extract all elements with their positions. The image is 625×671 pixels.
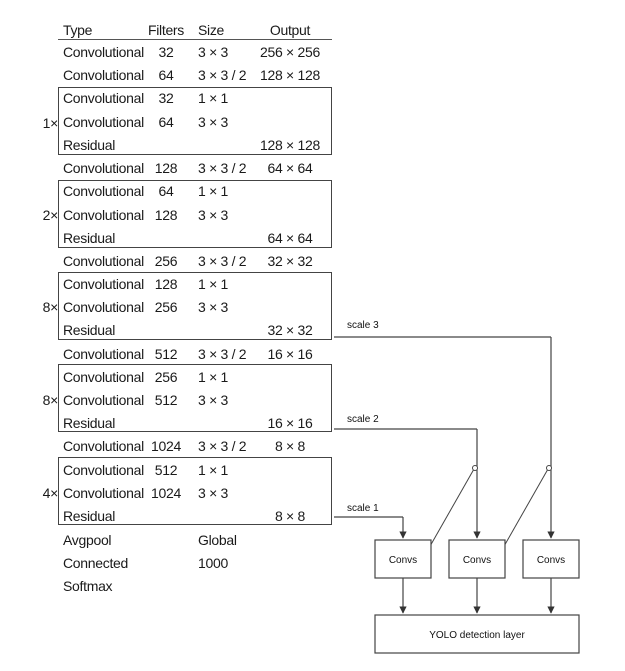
row-5-type: Residual xyxy=(63,137,116,153)
convs-label-3: Convs xyxy=(536,555,566,566)
row-14-type: Convolutional xyxy=(63,346,144,362)
row-20-filters: 1024 xyxy=(151,485,181,501)
row-8-type: Convolutional xyxy=(63,207,144,223)
convs-box-scale-2 xyxy=(449,540,505,578)
scale-2-label: scale 2 xyxy=(347,414,379,425)
row-7-type: Convolutional xyxy=(63,183,144,199)
row-18-type: Convolutional xyxy=(63,438,144,454)
group-repeat-3: 8× xyxy=(42,299,58,315)
row-14-size: 3 × 3 / 2 xyxy=(198,346,247,362)
upsample-link-1-2 xyxy=(429,469,474,548)
row-4-size: 3 × 3 xyxy=(198,114,229,130)
row-18-size: 3 × 3 / 2 xyxy=(198,438,247,454)
header-size: Size xyxy=(198,22,225,38)
header-type: Type xyxy=(63,22,93,38)
row-19-type: Convolutional xyxy=(63,462,144,478)
row-19-filters: 512 xyxy=(154,462,178,478)
row-1-type: Convolutional xyxy=(63,44,144,60)
row-2-output: 128 × 128 xyxy=(260,67,320,83)
row-18-filters: 1024 xyxy=(151,438,181,454)
row-8-size: 3 × 3 xyxy=(198,207,229,223)
row-2-filters: 64 xyxy=(158,67,174,83)
row-19-size: 1 × 1 xyxy=(198,462,229,478)
row-18-output: 8 × 8 xyxy=(274,438,306,454)
row-16-filters: 512 xyxy=(154,392,178,408)
row-13-output: 32 × 32 xyxy=(267,322,313,338)
row-20-type: Convolutional xyxy=(63,485,144,501)
row-15-type: Convolutional xyxy=(63,369,144,385)
yolo-detection-layer xyxy=(375,615,579,653)
row-1-size: 3 × 3 xyxy=(198,44,229,60)
scale-1-connector xyxy=(334,503,403,538)
row-21-output: 8 × 8 xyxy=(274,508,306,524)
row-7-size: 1 × 1 xyxy=(198,183,229,199)
row-6-filters: 128 xyxy=(154,160,178,176)
row-17-type: Residual xyxy=(63,415,116,431)
row-12-type: Convolutional xyxy=(63,299,144,315)
row-2-size: 3 × 3 / 2 xyxy=(198,67,247,83)
row-12-filters: 256 xyxy=(154,299,178,315)
row-10-size: 3 × 3 / 2 xyxy=(198,253,247,269)
row-22-size: Global xyxy=(198,532,237,548)
row-7-filters: 64 xyxy=(158,183,174,199)
row-6-size: 3 × 3 / 2 xyxy=(198,160,247,176)
convs-label-2: Convs xyxy=(462,555,492,566)
row-11-size: 1 × 1 xyxy=(198,276,229,292)
row-12-size: 3 × 3 xyxy=(198,299,229,315)
detection-layer-label: YOLO detection layer xyxy=(429,630,525,641)
row-11-type: Convolutional xyxy=(63,276,144,292)
scale-2-connector xyxy=(334,414,477,538)
group-repeat-2: 2× xyxy=(42,207,58,223)
row-3-size: 1 × 1 xyxy=(198,90,229,106)
row-4-type: Convolutional xyxy=(63,114,144,130)
row-4-filters: 64 xyxy=(158,114,174,130)
row-17-output: 16 × 16 xyxy=(267,415,313,431)
row-11-filters: 128 xyxy=(154,276,178,292)
upsample-link-2-3 xyxy=(503,469,548,548)
row-20-size: 3 × 3 xyxy=(198,485,229,501)
row-3-filters: 32 xyxy=(158,90,174,106)
header-filters: Filters xyxy=(147,22,184,38)
row-8-filters: 128 xyxy=(154,207,178,223)
row-10-output: 32 × 32 xyxy=(267,253,313,269)
row-15-size: 1 × 1 xyxy=(198,369,229,385)
row-24-type: Softmax xyxy=(63,578,113,594)
row-9-output: 64 × 64 xyxy=(267,230,313,246)
scale-1-label: scale 1 xyxy=(347,503,379,514)
row-10-filters: 256 xyxy=(154,253,178,269)
scale-3-label: scale 3 xyxy=(347,320,379,331)
row-2-type: Convolutional xyxy=(63,67,144,83)
group-repeat-4: 8× xyxy=(42,392,58,408)
row-15-filters: 256 xyxy=(154,369,178,385)
row-1-filters: 32 xyxy=(158,44,174,60)
row-14-output: 16 × 16 xyxy=(267,346,313,362)
row-6-output: 64 × 64 xyxy=(267,160,313,176)
merge-node-scale-2 xyxy=(473,466,478,471)
row-1-output: 256 × 256 xyxy=(260,44,320,60)
row-21-type: Residual xyxy=(63,508,116,524)
convs-box-scale-1 xyxy=(375,540,431,578)
header-output: Output xyxy=(269,22,311,38)
row-6-type: Convolutional xyxy=(63,160,144,176)
row-5-output: 128 × 128 xyxy=(260,137,320,153)
row-16-size: 3 × 3 xyxy=(198,392,229,408)
row-16-type: Convolutional xyxy=(63,392,144,408)
row-10-type: Convolutional xyxy=(63,253,144,269)
convs-label-1: Convs xyxy=(388,555,418,566)
row-3-type: Convolutional xyxy=(63,90,144,106)
row-9-type: Residual xyxy=(63,230,116,246)
row-13-type: Residual xyxy=(63,322,116,338)
group-repeat-1: 1× xyxy=(42,115,58,131)
row-23-size: 1000 xyxy=(198,555,228,571)
row-22-type: Avgpool xyxy=(63,532,112,548)
merge-node-scale-3 xyxy=(547,466,552,471)
row-23-type: Connected xyxy=(63,555,129,571)
row-14-filters: 512 xyxy=(154,346,178,362)
group-repeat-5: 4× xyxy=(42,485,58,501)
convs-box-scale-3 xyxy=(523,540,579,578)
